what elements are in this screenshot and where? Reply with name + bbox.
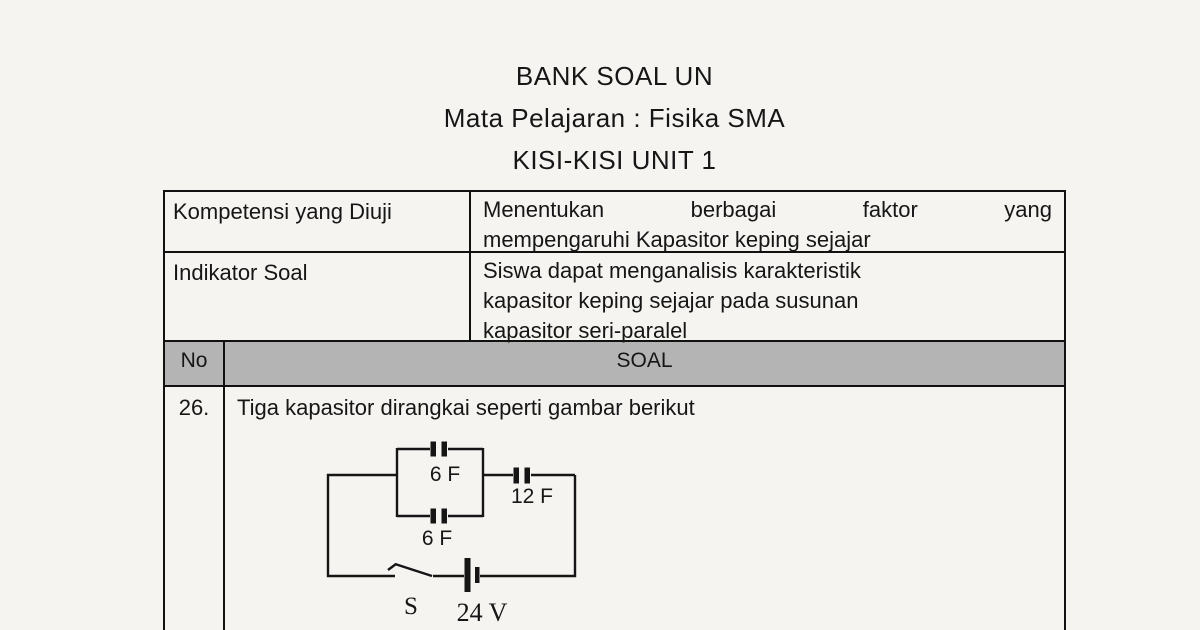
question-text: Tiga kapasitor dirangkai seperti gambar berikut (237, 395, 695, 420)
switch-label: S (404, 593, 418, 620)
capacitor-top-plate-right (442, 442, 448, 457)
capacitor-bottom-plate-left (431, 509, 437, 524)
document-header (163, 63, 1066, 189)
switch-arm (395, 564, 432, 576)
competency-value (471, 192, 1064, 251)
column-header-soal: SOAL (616, 349, 673, 372)
page-title: BANK SOAL UN (515, 61, 714, 91)
capacitor-top-plate-left (431, 442, 437, 457)
wire-left-loop (328, 475, 397, 576)
question-cell (225, 387, 1064, 630)
indicator-value (471, 253, 1064, 343)
table-row-question (165, 387, 1064, 630)
table-header-row (165, 342, 1064, 387)
indicator-value-line2: kapasitor keping sejajar pada susunan (483, 288, 859, 313)
table-row-competency (165, 192, 1064, 253)
capacitor-series-plate-right (525, 468, 531, 484)
question-number: 26. (165, 387, 225, 630)
column-header-no: No (165, 342, 225, 385)
competency-value-line2: mempengaruhi Kapasitor keping sejajar (483, 227, 871, 252)
table-row-indicator (165, 253, 1064, 342)
competency-value-line1: Menentukan berbagai faktor yang (483, 197, 1052, 222)
indicator-value-line3: kapasitor seri-paralel (483, 318, 688, 343)
battery-short-plate (475, 567, 480, 583)
capacitor-circuit-diagram (320, 437, 590, 629)
capacitor-top-label: 6 F (429, 463, 461, 486)
capacitor-series-label: 12 F (510, 485, 554, 508)
battery-long-plate (465, 558, 471, 592)
exam-spec-table (163, 190, 1066, 630)
indicator-value-line1: Siswa dapat menganalisis karakteristik (483, 258, 861, 283)
capacitor-series-plate-left (514, 468, 520, 484)
competency-label: Kompetensi yang Diuji (165, 192, 471, 251)
page-unit-title: KISI-KISI UNIT 1 (512, 145, 717, 175)
indicator-label: Indikator Soal (165, 253, 471, 340)
switch-hinge-tick (388, 564, 396, 570)
capacitor-bottom-label: 6 F (421, 527, 453, 550)
capacitor-bottom-plate-right (442, 509, 448, 524)
battery-label: 24 V (456, 598, 508, 627)
page-subtitle: Mata Pelajaran : Fisika SMA (443, 103, 786, 133)
